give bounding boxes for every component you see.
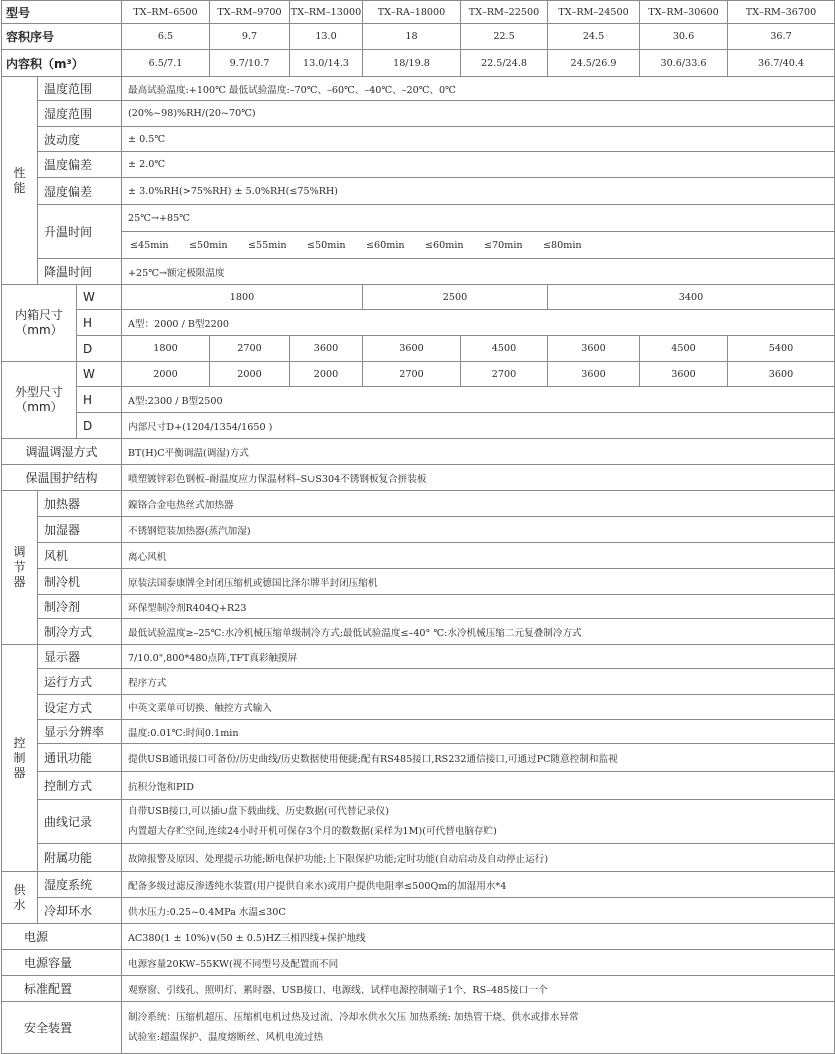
setting-mode-row — [2, 695, 835, 720]
humid-water-label: 湿度系统 — [38, 872, 122, 898]
water-section-label — [2, 872, 38, 924]
heater-value: 鎳铬合金电热丝式加热器 — [122, 491, 835, 517]
control-mode-label: 控制方式 — [38, 772, 122, 800]
curve-record-label: 曲线记录 — [38, 800, 122, 844]
inner-d-value: 3600 — [548, 336, 640, 362]
section-text: 内箱尺寸 — [14, 308, 63, 322]
humidity-range-value: (20%~98)%RH/(20~70℃) — [122, 101, 835, 127]
safety-line: 制冷系统：压缩机超压、压缩机电机过热及过流、冷却水供水欠压 加热系统: 加热管干烧、供水或排水异常 — [128, 1011, 579, 1023]
section-char: 性 — [13, 165, 26, 180]
inner-h-row — [2, 310, 835, 336]
volume-no-cell: 30.6 — [640, 24, 728, 50]
controller-section-label — [2, 645, 38, 872]
outer-w-row — [2, 362, 835, 387]
volume-no-cell: 9.7 — [210, 24, 290, 50]
inner-h-label: H — [77, 310, 122, 336]
power-value: AC380(1 ± 10%)∨(50 ± 0.5)HZ三相四线+保护地线 — [122, 924, 835, 950]
control-mode-value: 抗积分饱和PID — [122, 772, 835, 800]
heat-time-value: ≤45min — [130, 239, 169, 251]
fan-value: 离心风机 — [122, 543, 835, 569]
temp-deviation-label: 温度偏差 — [38, 152, 122, 178]
outer-w-value: 2700 — [363, 362, 461, 387]
regulation-method-value: BT(H)C平衡调温(调湿)方式 — [122, 439, 835, 465]
run-mode-value: 程序方式 — [122, 669, 835, 695]
volume-no-cell: 36.7 — [728, 24, 835, 50]
inner-volume-cell: 22.5/24.8 — [461, 50, 548, 77]
inner-volume-cell: 13.0/14.3 — [290, 50, 363, 77]
adjustment-section-label — [2, 491, 38, 645]
inner-w-value: 1800 — [122, 285, 363, 310]
section-char: 器 — [13, 765, 26, 780]
regulation-method-label: 调温调湿方式 — [2, 439, 122, 465]
heat-time-value: ≤50min — [189, 239, 228, 251]
outer-d-value: 内部尺寸D+(1204/1354/1650 ) — [122, 413, 835, 439]
inner-h-value: A型：2000 / B型2200 — [122, 310, 835, 336]
inner-volume-cell: 24.5/26.9 — [548, 50, 640, 77]
humid-water-row — [2, 872, 835, 898]
safety-label: 安全装置 — [2, 1002, 122, 1054]
curve-record-line: 自带USB接口,可以插∪盘下载曲线、历史数据(可代替记录仪) — [128, 805, 389, 817]
heater-label: 加热器 — [38, 491, 122, 517]
extra-functions-label: 附属功能 — [38, 844, 122, 872]
fluctuation-row — [2, 127, 835, 152]
fluctuation-value: ± 0.5℃ — [122, 127, 835, 152]
humid-water-value: 配备多级过滤反渗透纯水装置(用户提供自来水)或用户提供电阻率≤500Qm的加湿用水*4 — [122, 872, 835, 898]
volume-no-cell: 6.5 — [122, 24, 210, 50]
outer-size-label — [2, 362, 77, 439]
outer-w-value: 2000 — [122, 362, 210, 387]
heater-row — [2, 491, 835, 517]
section-char: 控 — [13, 735, 26, 750]
outer-h-label: H — [77, 387, 122, 413]
curve-record-row — [2, 800, 835, 844]
inner-size-label — [2, 285, 77, 362]
setting-mode-label: 设定方式 — [38, 695, 122, 720]
compressor-value: 原装法国泰康牌全封闭压缩机或德国比泽尔牌半封闭压缩机 — [122, 569, 835, 595]
outer-w-value: 3600 — [548, 362, 640, 387]
run-mode-label: 运行方式 — [38, 669, 122, 695]
model-cell: TX–RM–22500 — [461, 1, 548, 24]
volume-no-cell: 18 — [363, 24, 461, 50]
extra-functions-value: 故障报警及原因、处理提示功能;断电保护功能;上下限保护功能;定时功能(自动启动及自动停止运行) — [122, 844, 835, 872]
setting-mode-value: 中英文菜单可切换、触控方式输入 — [122, 695, 835, 720]
humidity-range-label: 湿度范围 — [38, 101, 122, 127]
outer-w-value: 2000 — [290, 362, 363, 387]
model-cell: TX–RM–24500 — [548, 1, 640, 24]
humidifier-label: 加湿器 — [38, 517, 122, 543]
standard-config-value: 观察窗、引线孔、照明灯、累时器、USB接口、电源线、试样电源控制端子1个、RS–485接口一个 — [122, 976, 835, 1002]
heat-time-label: 升温时间 — [38, 205, 122, 259]
section-char: 节 — [13, 560, 26, 574]
inner-volume-label: 内容积（m³） — [2, 50, 122, 77]
comm-label: 通讯功能 — [38, 744, 122, 772]
resolution-row — [2, 720, 835, 744]
curve-record-line: 内置超大存贮空间,连续24小时开机可保存3个月的数数据(采样为1M)(可代替电脑存贮) — [128, 825, 497, 837]
inner-d-value: 5400 — [728, 336, 835, 362]
display-value: 7/10.0",800*480点阵,TFT真彩触摸屏 — [122, 645, 835, 669]
cooling-water-row — [2, 898, 835, 924]
power-label: 电源 — [2, 924, 122, 950]
model-row — [2, 1, 835, 24]
safety-value — [122, 1002, 835, 1054]
curve-record-value — [122, 800, 835, 844]
cool-time-label: 降温时间 — [38, 259, 122, 285]
display-label: 显示器 — [38, 645, 122, 669]
volume-no-row — [2, 24, 835, 50]
model-cell: TX–RA–18000 — [363, 1, 461, 24]
standard-config-label: 标准配置 — [2, 976, 122, 1002]
insulation-value: 喷塑镀锌彩色钢板–耐温度应力保温材料–S∪S304不锈钢板复合拼装板 — [122, 465, 835, 491]
inner-d-label: D — [77, 336, 122, 362]
model-cell: TX–RM–6500 — [122, 1, 210, 24]
standard-config-row — [2, 976, 835, 1002]
resolution-label: 显示分辨率 — [38, 720, 122, 744]
section-char: 供 — [13, 882, 26, 897]
section-char: 水 — [13, 897, 26, 912]
heat-time-values-row — [2, 232, 835, 259]
heat-time-value: ≤60min — [425, 239, 464, 251]
spec-table — [1, 0, 835, 1054]
outer-w-label: W — [77, 362, 122, 387]
cooling-method-label: 制冷方式 — [38, 619, 122, 645]
inner-d-value: 4500 — [640, 336, 728, 362]
inner-w-value: 3400 — [548, 285, 835, 310]
humidity-deviation-value: ± 3.0%RH(>75%RH) ± 5.0%RH(≤75%RH) — [122, 178, 835, 205]
fluctuation-label: 波动度 — [38, 127, 122, 152]
temp-range-row — [2, 77, 835, 101]
inner-d-value: 3600 — [363, 336, 461, 362]
temp-deviation-row — [2, 152, 835, 178]
volume-no-cell: 22.5 — [461, 24, 548, 50]
heat-time-value: ≤55min — [248, 239, 287, 251]
power-capacity-label: 电源容量 — [2, 950, 122, 976]
run-mode-row — [2, 669, 835, 695]
inner-w-row — [2, 285, 835, 310]
cool-time-row — [2, 259, 835, 285]
inner-volume-row — [2, 50, 835, 77]
heat-time-value: ≤60min — [366, 239, 405, 251]
inner-volume-cell: 9.7/10.7 — [210, 50, 290, 77]
section-text: 外型尺寸 — [14, 385, 63, 399]
outer-d-row — [2, 413, 835, 439]
inner-d-value: 4500 — [461, 336, 548, 362]
outer-w-value: 3600 — [728, 362, 835, 387]
inner-volume-cell: 18/19.8 — [363, 50, 461, 77]
power-capacity-value: 电源容量20KW–55KW(视不同型号及配置而不同 — [122, 950, 835, 976]
humidifier-value: 不锈钢铠装加热器(蒸汽加湿) — [122, 517, 835, 543]
compressor-label: 制冷机 — [38, 569, 122, 595]
fan-row — [2, 543, 835, 569]
power-row — [2, 924, 835, 950]
comm-row — [2, 744, 835, 772]
heat-time-range-row — [2, 205, 835, 232]
inner-volume-cell: 30.6/33.6 — [640, 50, 728, 77]
resolution-value: 温度:0.01℃:时间0.1min — [122, 720, 835, 744]
section-char: 能 — [13, 180, 26, 195]
outer-w-value: 2000 — [210, 362, 290, 387]
cooling-method-row — [2, 619, 835, 645]
cooling-method-value: 最低试验温度≥–25℃:水冷机械压缩单级制冷方式;最低试验温度≤–40° ℃:水冷机械压缩二元复叠制冷方式 — [122, 619, 835, 645]
refrigerant-value: 环保型制冷剂R404Q+R23 — [122, 595, 835, 619]
comm-value: 提供USB通讯接口可备份/历史曲线/历史数据使用便捷;配有RS485接口,RS232通信接口,可通过PC随意控制和监视 — [122, 744, 835, 772]
volume-no-label: 容积序号 — [2, 24, 122, 50]
inner-w-label: W — [77, 285, 122, 310]
outer-h-row — [2, 387, 835, 413]
outer-w-value: 2700 — [461, 362, 548, 387]
model-cell: TX–RM–36700 — [728, 1, 835, 24]
inner-volume-cell: 6.5/7.1 — [122, 50, 210, 77]
inner-d-value: 2700 — [210, 336, 290, 362]
fan-label: 风机 — [38, 543, 122, 569]
insulation-row — [2, 465, 835, 491]
heat-time-value: ≤50min — [307, 239, 346, 251]
extra-functions-row — [2, 844, 835, 872]
control-mode-row — [2, 772, 835, 800]
section-char: 器 — [13, 575, 26, 589]
inner-volume-cell: 36.7/40.4 — [728, 50, 835, 77]
cool-time-value: +25℃→额定极限温度 — [122, 259, 835, 285]
outer-w-value: 3600 — [640, 362, 728, 387]
section-text: （mm） — [15, 323, 63, 337]
heat-time-range: 25℃→+85℃ — [122, 205, 835, 232]
insulation-label: 保温围护结构 — [2, 465, 122, 491]
heat-time-value: ≤70min — [484, 239, 523, 251]
performance-section-label — [2, 77, 38, 285]
refrigerant-label: 制冷剂 — [38, 595, 122, 619]
heat-time-value: ≤80min — [543, 239, 582, 251]
compressor-row — [2, 569, 835, 595]
humidity-range-row — [2, 101, 835, 127]
safety-row — [2, 1002, 835, 1054]
inner-d-value: 3600 — [290, 336, 363, 362]
volume-no-cell: 24.5 — [548, 24, 640, 50]
humidity-deviation-row — [2, 178, 835, 205]
inner-d-value: 1800 — [122, 336, 210, 362]
cooling-water-label: 冷却环水 — [38, 898, 122, 924]
inner-d-row — [2, 336, 835, 362]
section-char: 制 — [13, 750, 26, 765]
model-cell: TX–RM–9700 — [210, 1, 290, 24]
outer-h-value: A型:2300 / B型2500 — [122, 387, 835, 413]
cooling-water-value: 供水压力:0.25~0.4MPa 水温≤30C — [122, 898, 835, 924]
section-text: （mm） — [15, 400, 63, 414]
model-label: 型号 — [2, 1, 122, 24]
model-cell: TX–RM–30600 — [640, 1, 728, 24]
section-char: 调 — [13, 545, 26, 559]
temp-range-label: 温度范围 — [38, 77, 122, 101]
volume-no-cell: 13.0 — [290, 24, 363, 50]
humidity-deviation-label: 湿度偏差 — [38, 178, 122, 205]
power-capacity-row — [2, 950, 835, 976]
humidifier-row — [2, 517, 835, 543]
outer-d-label: D — [77, 413, 122, 439]
temp-range-value: 最高试验温度:+100℃ 最低试验温度:–70℃、–60℃、–40℃、–20℃、0℃ — [122, 77, 835, 101]
temp-deviation-value: ± 2.0℃ — [122, 152, 835, 178]
regulation-method-row — [2, 439, 835, 465]
model-cell: TX–RM–13000 — [290, 1, 363, 24]
refrigerant-row — [2, 595, 835, 619]
heat-time-values — [122, 232, 835, 259]
safety-line: 试验室:超温保护、温度熔断丝、风机电流过热 — [128, 1031, 324, 1043]
inner-w-value: 2500 — [363, 285, 548, 310]
display-row — [2, 645, 835, 669]
